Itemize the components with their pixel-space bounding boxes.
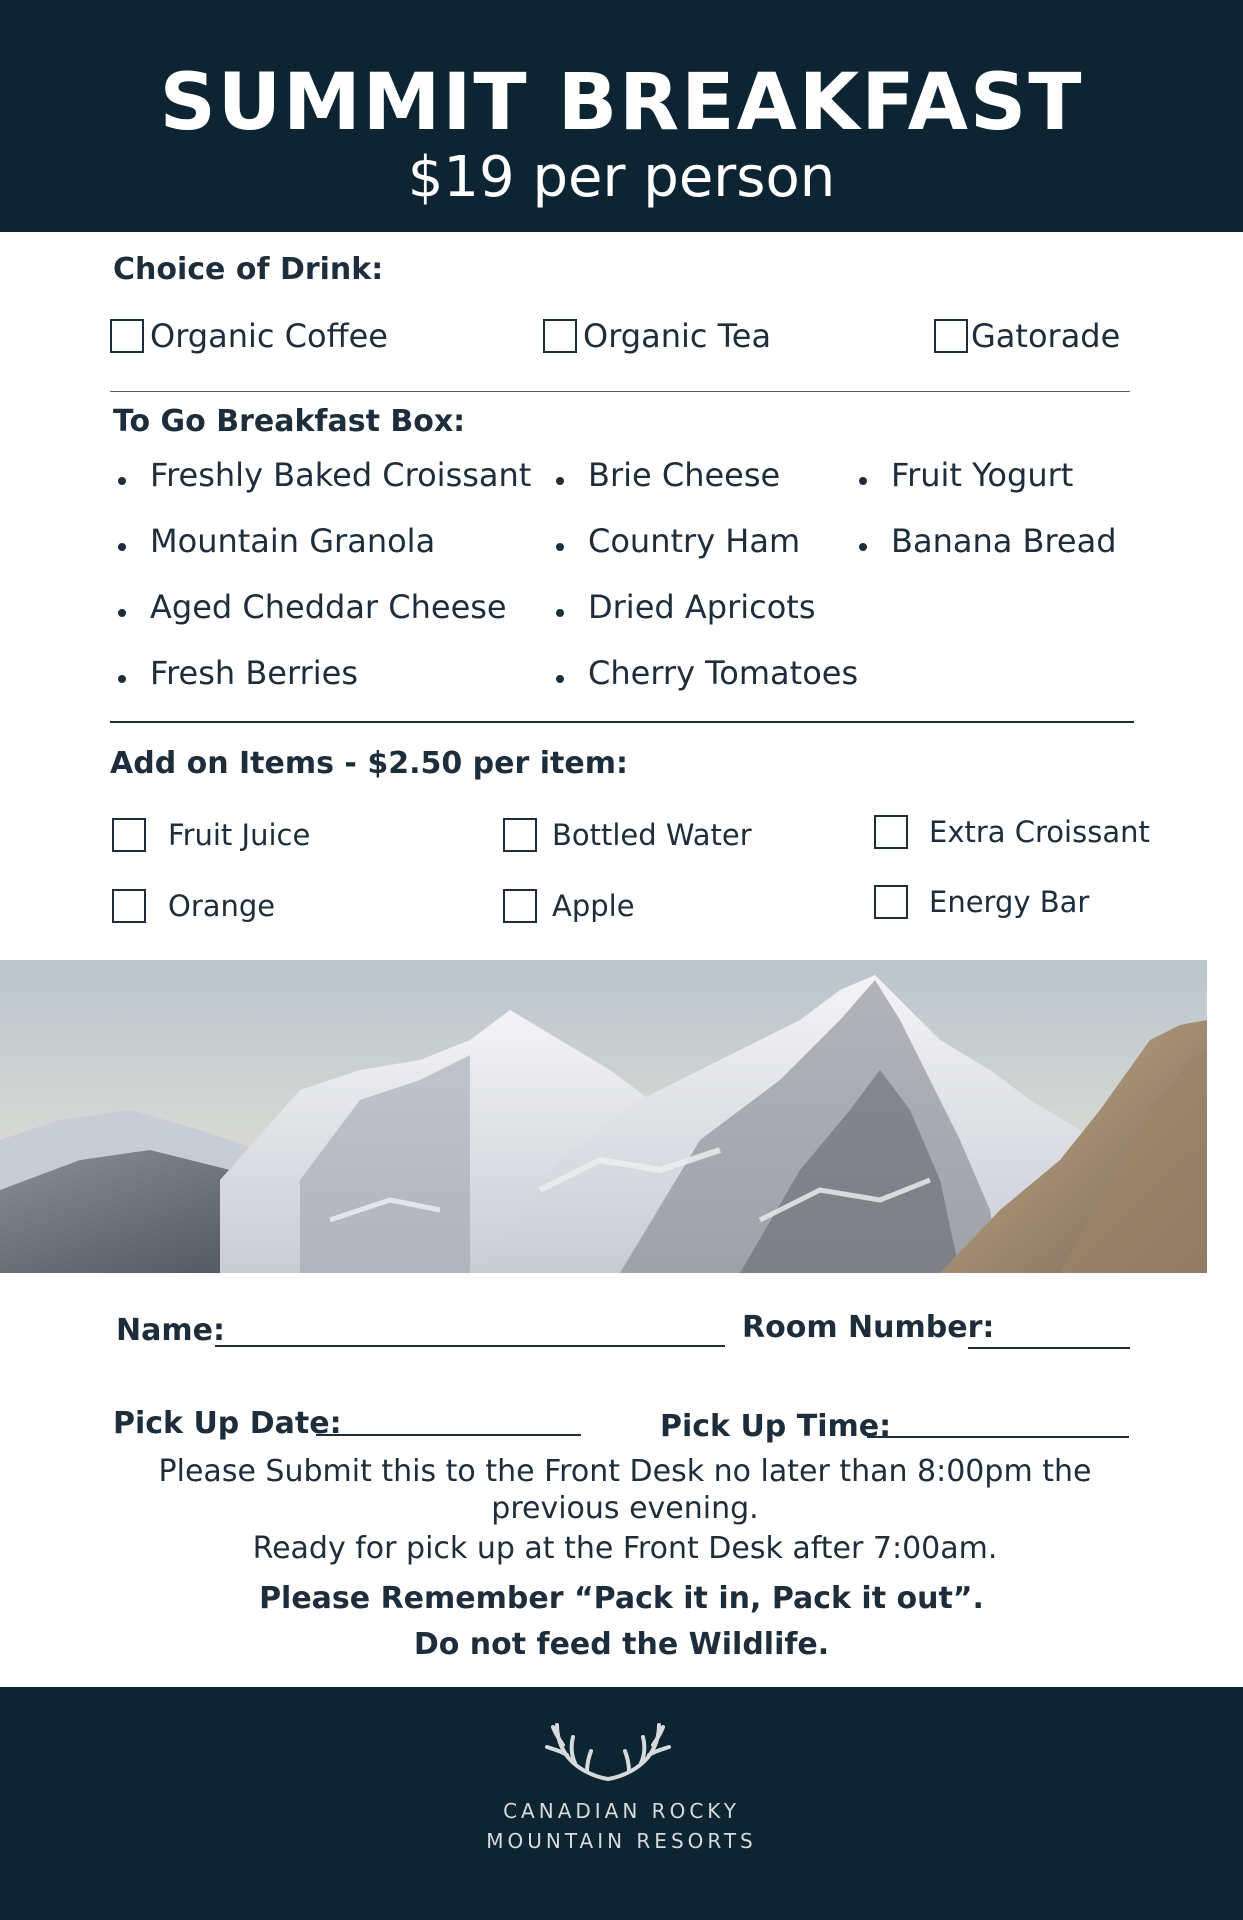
list-item: Mountain Granola [118, 521, 435, 561]
list-item: Freshly Baked Croissant [118, 455, 531, 495]
addon-apple[interactable] [503, 886, 635, 926]
addon-extra-croissant[interactable] [874, 812, 1150, 852]
room-number-input[interactable] [968, 1347, 1130, 1349]
extra-croissant-checkbox[interactable] [874, 815, 908, 849]
tea-label: Organic Tea [583, 317, 772, 355]
bullet-icon [118, 477, 126, 485]
orange-label: Orange [168, 889, 276, 923]
apple-checkbox[interactable] [503, 889, 537, 923]
tea-checkbox[interactable] [543, 319, 577, 353]
addon-orange[interactable] [112, 886, 275, 926]
brand-line-2: MOUNTAIN RESORTS [486, 1829, 757, 1853]
addon-fruit-juice[interactable] [112, 815, 310, 855]
energy-bar-checkbox[interactable] [874, 885, 908, 919]
footer [0, 1687, 1243, 1920]
drink-option-coffee[interactable] [110, 316, 388, 356]
list-item: Country Ham [556, 521, 800, 561]
list-item: Dried Apricots [556, 587, 816, 627]
fruit-juice-checkbox[interactable] [112, 818, 146, 852]
divider [110, 391, 1130, 392]
submit-instructions: Please Submit this to the Front Desk no later than 8:00pm the previous evening. [158, 1454, 1092, 1526]
pickup-time-label: Pick Up Time: [660, 1409, 892, 1444]
addons-section-title: Add on Items - $2.50 per item: [110, 746, 628, 781]
divider [110, 721, 1134, 723]
list-item: Cherry Tomatoes [556, 653, 858, 693]
addon-bottled-water[interactable] [503, 815, 752, 855]
mountain-photo [0, 960, 1207, 1273]
coffee-label: Organic Coffee [150, 317, 388, 355]
addon-energy-bar[interactable] [874, 882, 1089, 922]
wildlife-note: Do not feed the Wildlife. [413, 1627, 830, 1662]
bullet-icon [118, 675, 126, 683]
antlers-icon [545, 1717, 671, 1789]
room-number-label: Room Number: [742, 1310, 995, 1345]
gatorade-label: Gatorade [971, 317, 1121, 355]
pickup-date-input[interactable] [316, 1434, 581, 1436]
list-item: Banana Bread [859, 521, 1117, 561]
brand-line-1: CANADIAN ROCKY [503, 1799, 740, 1823]
pickup-time-input[interactable] [867, 1436, 1129, 1438]
drink-option-tea[interactable] [543, 316, 771, 356]
bullet-icon [556, 609, 564, 617]
bullet-icon [859, 477, 867, 485]
bullet-icon [118, 609, 126, 617]
drink-section-title: Choice of Drink: [113, 252, 384, 287]
box-section-title: To Go Breakfast Box: [113, 404, 466, 439]
bottled-water-checkbox[interactable] [503, 818, 537, 852]
name-input[interactable] [215, 1345, 725, 1347]
bullet-icon [859, 543, 867, 551]
drink-option-gatorade[interactable] [934, 316, 1120, 356]
list-item: Brie Cheese [556, 455, 780, 495]
orange-checkbox[interactable] [112, 889, 146, 923]
energy-bar-label: Energy Bar [929, 885, 1090, 919]
bullet-icon [556, 675, 564, 683]
bullet-icon [118, 543, 126, 551]
gatorade-checkbox[interactable] [934, 319, 968, 353]
bullet-icon [556, 477, 564, 485]
coffee-checkbox[interactable] [110, 319, 144, 353]
bottled-water-label: Bottled Water [552, 818, 752, 852]
list-item: Aged Cheddar Cheese [118, 587, 507, 627]
pack-it-out-note: Please Remember “Pack it in, Pack it out”. [259, 1581, 984, 1616]
apple-label: Apple [552, 889, 635, 923]
bullet-icon [556, 543, 564, 551]
price-label: $19 per person [407, 145, 836, 210]
pickup-instructions: Ready for pick up at the Front Desk after 7:00am. [252, 1531, 998, 1566]
extra-croissant-label: Extra Croissant [929, 815, 1150, 849]
fruit-juice-label: Fruit Juice [168, 818, 311, 852]
pickup-date-label: Pick Up Date: [113, 1406, 342, 1441]
list-item: Fruit Yogurt [859, 455, 1073, 495]
list-item: Fresh Berries [118, 653, 358, 693]
header-banner [0, 0, 1243, 232]
name-label: Name: [116, 1313, 225, 1348]
page-title: SUMMIT BREAKFAST [159, 58, 1084, 148]
